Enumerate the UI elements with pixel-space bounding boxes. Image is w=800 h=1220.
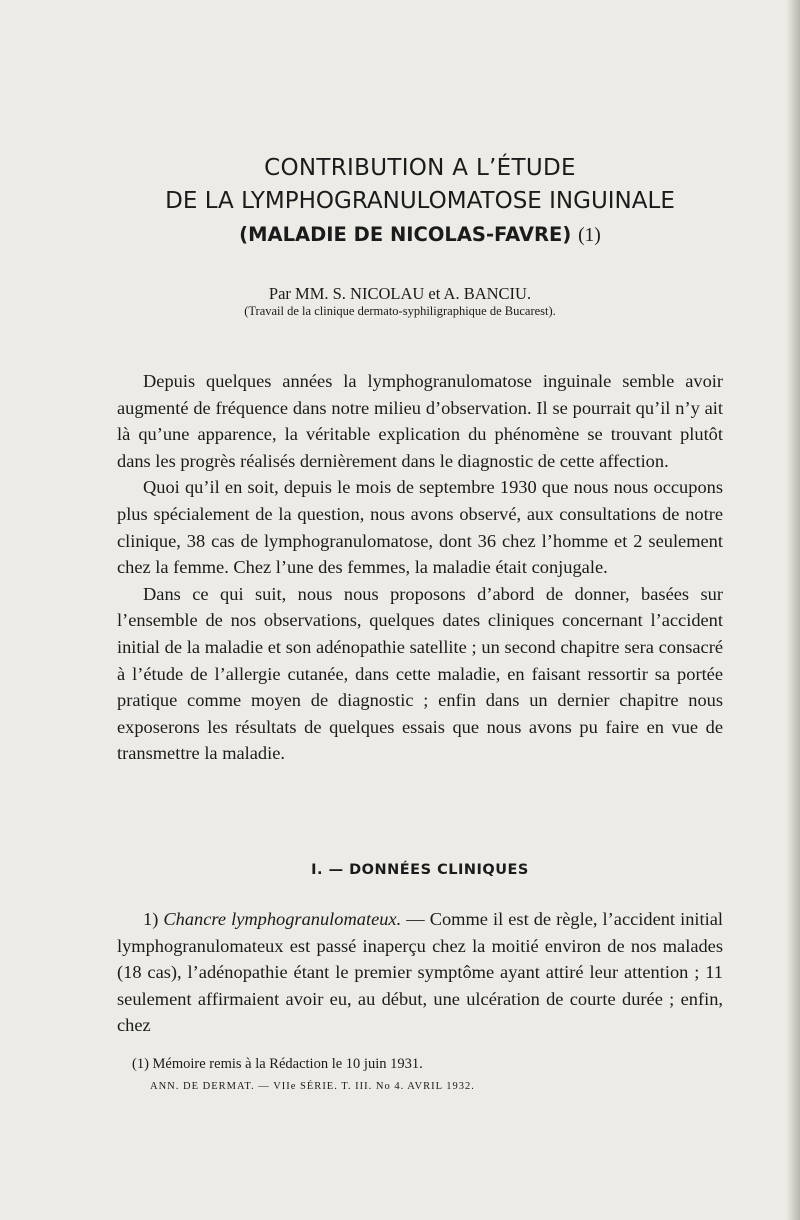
page-edge-shadow [786,0,800,1220]
item-heading: Chancre lymphogranulomateux. [163,909,402,929]
section-text [117,906,723,1039]
title-footnote-mark: (1) [578,225,601,246]
running-footer: ANN. DE DERMAT. — VIIe SÉRIE. T. III. No 4. AVRIL 1932. [150,1081,475,1092]
article-subtitle: (MALADIE DE NICOLAS-FAVRE) [239,223,572,246]
paragraph: Depuis quelques années la lymphogranulomatose inguinale semble avoir augmenté de fréquence dans notre milieu d’observation. Il se pourrait qu’il n’y ait là qu’une apparence, la véritable explication du phénomène se trouvant plutôt dans les progrès réalisés dernièrement dans le diagnostic de cette affection. [117,371,723,471]
item-dash: — [401,909,430,929]
section-heading: I. — DONNÉES CLINIQUES [311,862,529,878]
intro-text [117,368,723,767]
paragraph: Dans ce qui suit, nous nous proposons d’abord de donner, basées sur l’ensemble de nos observations, quelques dates cliniques concernant l’accident initial de la maladie et son adénopathie satellite ; un second chapitre sera consacré à l’étude de l’allergie cutanée, dans cette maladie, en faisant ressortir sa portée pratique comme moyen de diagnostic ; enfin dans un dernier chapitre nous exposerons les résultats de quelques essais que nous avons pu faire en vue de transmettre la maladie. [117,583,723,764]
paragraph [117,906,723,1039]
item-text: Comme il est de règle, l’accident initial lymphogranulomateux est passé inaperçu chez la moitié environ de nos malades (18 cas), l’adénopathie étant le premier symptôme ayant attiré leur attention ; 11 seulement affirmaient avoir eu, au début, une ulcération de courte durée ; enfin, chez [117,909,723,1036]
article-title-line-3 [100,223,740,247]
article-title-line-1: CONTRIBUTION A L’ÉTUDE [264,155,576,181]
paragraph: Quoi qu’il en soit, depuis le mois de septembre 1930 que nous nous occupons plus spécialement de la question, nous avons observé, aux consultations de notre clinique, 38 cas de lymphogranulomatose, dont 36 chez l’homme et 2 seulement chez la femme. Chez l’une des femmes, la maladie était conjugale. [117,477,723,578]
footnote: (1) Mémoire remis à la Rédaction le 10 juin 1931. [132,1056,423,1072]
article-title-line-2: DE LA LYMPHOGRANULOMATOSE INGUINALE [165,188,675,214]
item-number: 1) [143,909,159,929]
affiliation-line: (Travail de la clinique dermato-syphiligraphique de Bucarest). [244,304,556,318]
authors-line: Par MM. S. NICOLAU et A. BANCIU. [268,284,532,303]
